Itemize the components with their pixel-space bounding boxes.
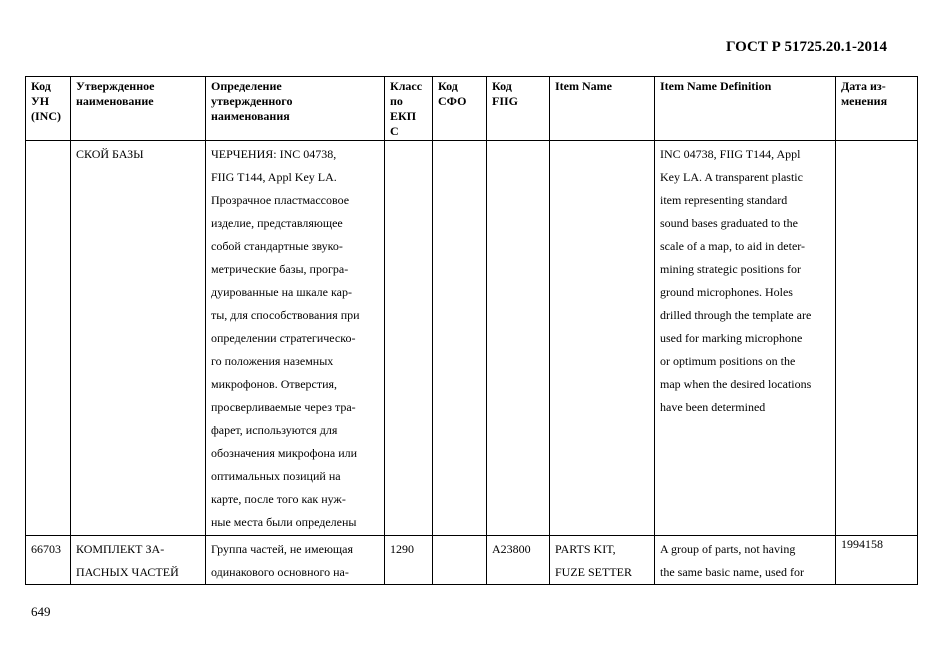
cell-text-line: ты, для способствования при	[211, 308, 360, 322]
cell-text-line: ЧЕРЧЕНИЯ: INC 04738,	[211, 147, 337, 161]
cell-text-line: оптимальных позиций на	[211, 469, 341, 483]
cell-item-name	[550, 141, 655, 536]
cell-item-name-definition	[655, 141, 836, 536]
column-header-line: Код	[438, 79, 458, 93]
cell-text-line: собой стандартные звуко-	[211, 239, 343, 253]
cell-text-line: изделие, представляющее	[211, 216, 343, 230]
cell-approved-name	[71, 141, 206, 536]
column-header-inc	[26, 77, 71, 141]
column-header-line: С	[390, 124, 399, 138]
column-header-line: наименование	[76, 94, 154, 108]
cell-text-line: просверливаемые через тра-	[211, 400, 356, 414]
cell-text-line: drilled through the template are	[660, 308, 812, 322]
cell-code-fiig	[487, 141, 550, 536]
cell-text-line: фарет, используются для	[211, 423, 338, 437]
column-header-line: наименования	[211, 109, 290, 123]
column-header-item-name-definition	[655, 77, 836, 141]
cell-inc	[26, 141, 71, 536]
cell-text-line: the same basic name, used for	[660, 565, 804, 579]
column-header-line: по	[390, 94, 403, 108]
column-header-line: Дата из-	[841, 79, 886, 93]
cell-class-ekps: 1290	[385, 536, 433, 585]
cell-date-changed: 1994158	[836, 536, 918, 585]
column-header-class-ekps	[385, 77, 433, 141]
column-header-line: УН	[31, 94, 50, 108]
page-number: 649	[31, 604, 51, 619]
cell-text-line: ПАСНЫХ ЧАСТЕЙ	[76, 565, 179, 579]
column-header-line: ЕКП	[390, 109, 417, 123]
cell-code-sfo	[433, 536, 487, 585]
cell-text-line: map when the desired locations	[660, 377, 812, 391]
cell-text-line: sound bases graduated to the	[660, 216, 798, 230]
table-row	[26, 141, 918, 536]
cell-text-line: определении стратегическо-	[211, 331, 356, 345]
cell-text-line: ground microphones. Holes	[660, 285, 793, 299]
cell-text-line: Key LA. A transparent plastic	[660, 170, 803, 184]
cell-text-line: PARTS KIT,	[555, 542, 616, 556]
cell-text-line: одинакового основного на-	[211, 565, 349, 579]
cell-text-line: item representing standard	[660, 193, 788, 207]
cell-code-sfo	[433, 141, 487, 536]
column-header-line: (INC)	[31, 109, 61, 123]
cell-text-line: КОМПЛЕКТ ЗА-	[76, 542, 165, 556]
column-header-line: Item Name	[555, 79, 612, 93]
column-header-line: Определение	[211, 79, 282, 93]
column-header-line: Код	[492, 79, 512, 93]
column-header-code-fiig	[487, 77, 550, 141]
cell-definition-ru	[206, 536, 385, 585]
cell-text-line: A group of parts, not having	[660, 542, 796, 556]
column-header-line: Item Name Definition	[660, 79, 772, 93]
cell-approved-name	[71, 536, 206, 585]
table-header-row	[26, 77, 918, 141]
column-header-line: утвержденного	[211, 94, 293, 108]
cell-text-line: used for marking microphone	[660, 331, 803, 345]
cell-text-line: FIIG T144, Appl Key LA.	[211, 170, 337, 184]
cell-text-line: обозначения микрофона или	[211, 446, 358, 460]
column-header-date-changed	[836, 77, 918, 141]
cell-text-line: have been determined	[660, 400, 766, 414]
cell-text-line: or optimum positions on the	[660, 354, 796, 368]
column-header-line: СФО	[438, 94, 467, 108]
cell-text-line: FUZE SETTER	[555, 565, 632, 579]
cell-inc: 66703	[26, 536, 71, 585]
column-header-line: Класс	[390, 79, 423, 93]
cell-text-line: го положения наземных	[211, 354, 334, 368]
column-header-item-name	[550, 77, 655, 141]
cell-item-name	[550, 536, 655, 585]
column-header-code-sfo	[433, 77, 487, 141]
document-number: ГОСТ Р 51725.20.1-2014	[725, 39, 887, 55]
column-header-line: Код	[31, 79, 51, 93]
cell-text-line: карте, после того как нуж-	[211, 492, 346, 506]
cell-text-line: scale of a map, to aid in deter-	[660, 239, 806, 253]
column-header-approved-name	[71, 77, 206, 141]
cell-date-changed	[836, 141, 918, 536]
cell-code-fiig: A23800	[487, 536, 550, 585]
cell-text-line: Прозрачное пластмассовое	[211, 193, 350, 207]
cell-text-line: mining strategic positions for	[660, 262, 801, 276]
nomenclature-table	[25, 76, 918, 585]
cell-text-line: Группа частей, не имеющая	[211, 542, 354, 556]
cell-text-line: микрофонов. Отверстия,	[211, 377, 338, 391]
table-row	[26, 536, 918, 585]
column-header-definition-ru	[206, 77, 385, 141]
cell-item-name-definition	[655, 536, 836, 585]
cell-text-line: ные места были определены	[211, 515, 357, 529]
cell-class-ekps	[385, 141, 433, 536]
column-header-line: менения	[841, 94, 888, 108]
column-header-line: FIIG	[492, 94, 519, 108]
column-header-line: Утвержденное	[76, 79, 155, 93]
cell-text-line: дуированные на шкале кар-	[211, 285, 352, 299]
cell-text-line: метрические базы, програ-	[211, 262, 349, 276]
cell-text-line: INC 04738, FIIG T144, Appl	[660, 147, 801, 161]
cell-definition-ru	[206, 141, 385, 536]
cell-text-line: СКОЙ БАЗЫ	[76, 147, 144, 161]
